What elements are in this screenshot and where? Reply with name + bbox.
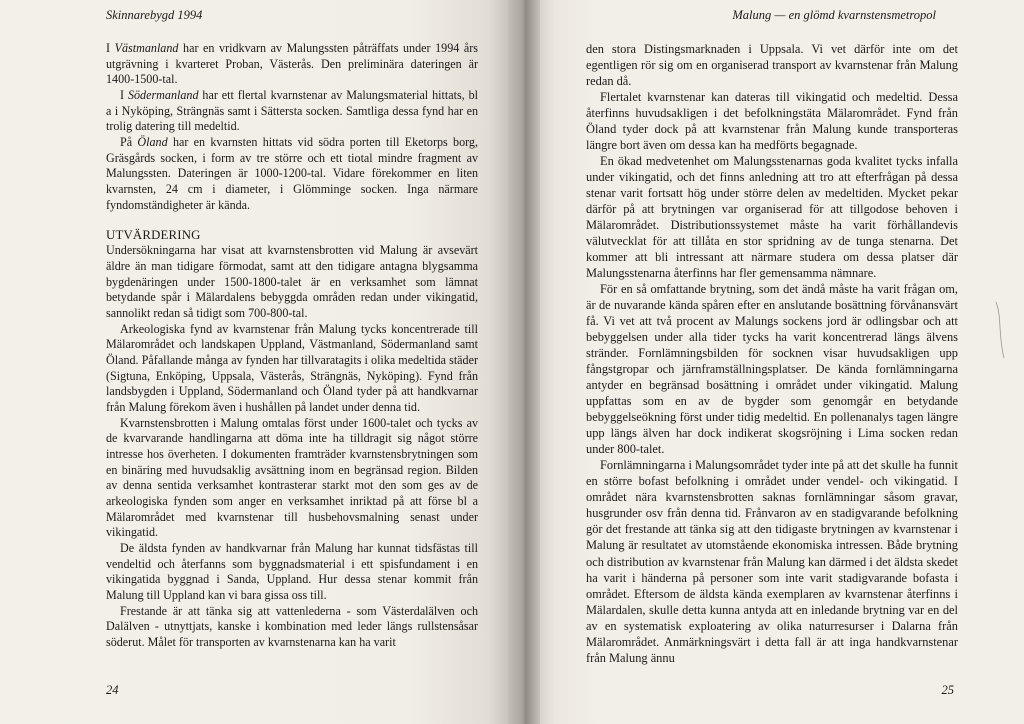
paragraph: Undersökningarna har visat att kvarnstensbrotten vid Malung är avsevärt äldre än man tidigare förmodat, samt att den tidigare antagna blygsamma bygdenäringen under 1500-1800-talet är en verksamhet som lämnat betydande spår i Mälardalens bebyggda områden redan under vikingatid, sannolikt redan så tidigt som 700-800-tal. [106,243,478,321]
pencil-mark [992,300,1010,360]
paragraph: Kvarnstensbrotten i Malung omtalas först under 1600-talet och tycks av de kvarvarande handlingarna att döma inte ha tilldragit sig något större intresse hos överheten. I dokumenten framträder kvarnstensbrytningen som en binäring med huvudsaklig avsättning inom en begränsad region. Bilden av denna sentida verksamhet kontrasterar starkt mot den som ges av de arkeologiska fynden som anger en verksamhet inriktad på att förse bl a Mälarområdet med kvarnstenar till husbehovsmalning senast under vikingatid. [106,415,478,540]
italic-place-name: Västmanland [114,41,179,55]
paragraph-sodermanland: I Södermanland har ett flertal kvarnstenar av Malungsmaterial hittats, bl a i Nyköping, Strängnäs samt i Sättersta socken. Samtliga dessa fynd har en trolig datering till medeltid. [106,87,478,134]
section-heading: UTVÄRDERING [106,228,201,243]
page-number: 25 [941,683,954,697]
paragraph: En ökad medvetenhet om Malungsstenarnas goda kvalitet tycks infalla under vikingatid, och det finns anledning att tro att efterfrågan på dessa stenar varit fortsatt hög under större delen av medeltiden. Mycket pekar därför på att brytningen var organiserad för att tillgodose behoven i Mälarområdet. Distributionssystemet måste ha varit förhållandevis välutvecklat för att tillåta en stor spridning av de tunga stenarna. Det kommer att bli intressant att närmare studera om dessa platser där Malungsstenarna återfinns har fler gemensamma nämnare. [586,154,958,281]
paragraph: Fornlämningarna i Malungsområdet tyder inte på att det skulle ha funnit en större bofast befolkning i området under vendel- och vikingatid. I området nära kvarnstensbrotten saknas fornlämningar såsom gravar, husgrunder osv från denna tid. Frånvaron av en stadigvarande befolkning gör det frestande att tänka sig att den tidigaste brytningen av kvarnstenar i Malung är resultatet av utomstående ekonomiska intressen. Både brytning och distribution av kvarnstenar från Malung kan därmed i det äldsta skedet ha varit i händerna på personer som inte varit stadigvarande bofasta i området. Eftersom de äldsta kända exemplaren av kvarnstenar återfinns i Mälardalen, skulle detta kunna antyda att en inledande brytning var en del av en systematisk exploatering av olika naturresurser i Dalarna från Mälarområdet. Anmärkningsvärt i detta fall är att inga handkvarnstenar från Malung ännu [586,458,958,665]
right-text-column [586,41,958,666]
paragraph: Flertalet kvarnstenar kan dateras till vikingatid och medeltid. Dessa återfinns huvudsakligen i det befolkningstäta Mälarområdet. Fynd från Öland tyder dock på att kvarnstenar från Malung kunde transporteras längre bort även om dessa kan ha medförts begagnade. [586,90,958,153]
left-page [0,0,508,724]
left-text-column [106,41,478,651]
page-number: 24 [106,683,119,697]
italic-place-name: Södermanland [127,87,199,102]
paragraph-oland: På Öland har en kvarnsten hittats vid södra porten till Eketorps borg, Gräsgårds socken, i form av tre större och ett tiotal mindre fragment av Malungssten. Dateringen är 1000-1200-tal. Vidare förekommer en liten kvarnsten, 24 cm i diameter, i Glömminge socken. Inga närmare fyndomständigheter är kända. [106,134,478,212]
running-header: Malung — en glömd kvarnstensmetropol [732,8,936,22]
paragraph: Frestande är att tänka sig att vattenlederna - som Västerdalälven och Dalälven - utnyttjats, kanske i kombination med leder längs rullstensåsar söderut. Målet för transporten av kvarnstenarna kan ha varit [106,603,478,649]
paragraph: Arkeologiska fynd av kvarnstenar från Malung tycks koncentrerade till Mälarområdet och landskapen Uppland, Västmanland, Södermanland samt Öland. Påfallande många av fynden har tillvaratagits i olika medeltida städer (Sigtuna, Enköping, Uppsala, Västerås, Strängnäs, Nyköping). Fynd från landsbygden i Uppland, Södermanland och Öland tyder på att handkvarnar från Malung förekom även i hushållen på landet under denna tid. [106,321,478,415]
running-header: Skinnarebygd 1994 [106,8,203,22]
book-gutter [508,0,540,724]
right-page [540,0,1024,724]
paragraph: De äldsta fynden av handkvarnar från Malung har kunnat tidsfästas till vendeltid och återfanns som byggnadsmaterial i ett spisfundament i en vikingatida byggnad i Sanda, Uppland. Hur dessa stenar kommit från Malung till Uppland kan vi bara gissa oss till. [106,540,478,602]
paragraph-vastmanland: I Västmanland har en vridkvarn av Malungssten påträffats under 1994 års utgrävning i kvarteret Proban, Västerås. Den preliminära dateringen är 1400-1500-tal. [106,41,478,87]
paragraph: den stora Distingsmarknaden i Uppsala. Vi vet därför inte om det egentligen rör sig om en organiserad transport av kvarnstenar från Malung redan då. [586,42,958,89]
paragraph: För en så omfattande brytning, som det ändå måste ha varit frågan om, är de nuvarande kända spåren efter en anslutande bosättning förvånansvärt få. Vi vet att två procent av Malungs sockens jord är odlingsbar och att bebyggelsen under alla tider tycks ha varit koncentrerad längs älvens stränder. Fornlämningsbilden för socknen visar huvudsakligen upp fångstgropar och järnframställningsplatser. De kända fornlämningarna antyder en begränsad bosättning i området under vikingatid. Malung uppfattas som en av de bygder som genomgår en betydande bebyggelseökning först under tidig medeltid. En pollenanalys tagen längre upp längs älven har dock indikerat skogsröjning i Lima socken redan under 800-talet. [586,282,958,457]
italic-place-name: Öland [137,134,168,149]
